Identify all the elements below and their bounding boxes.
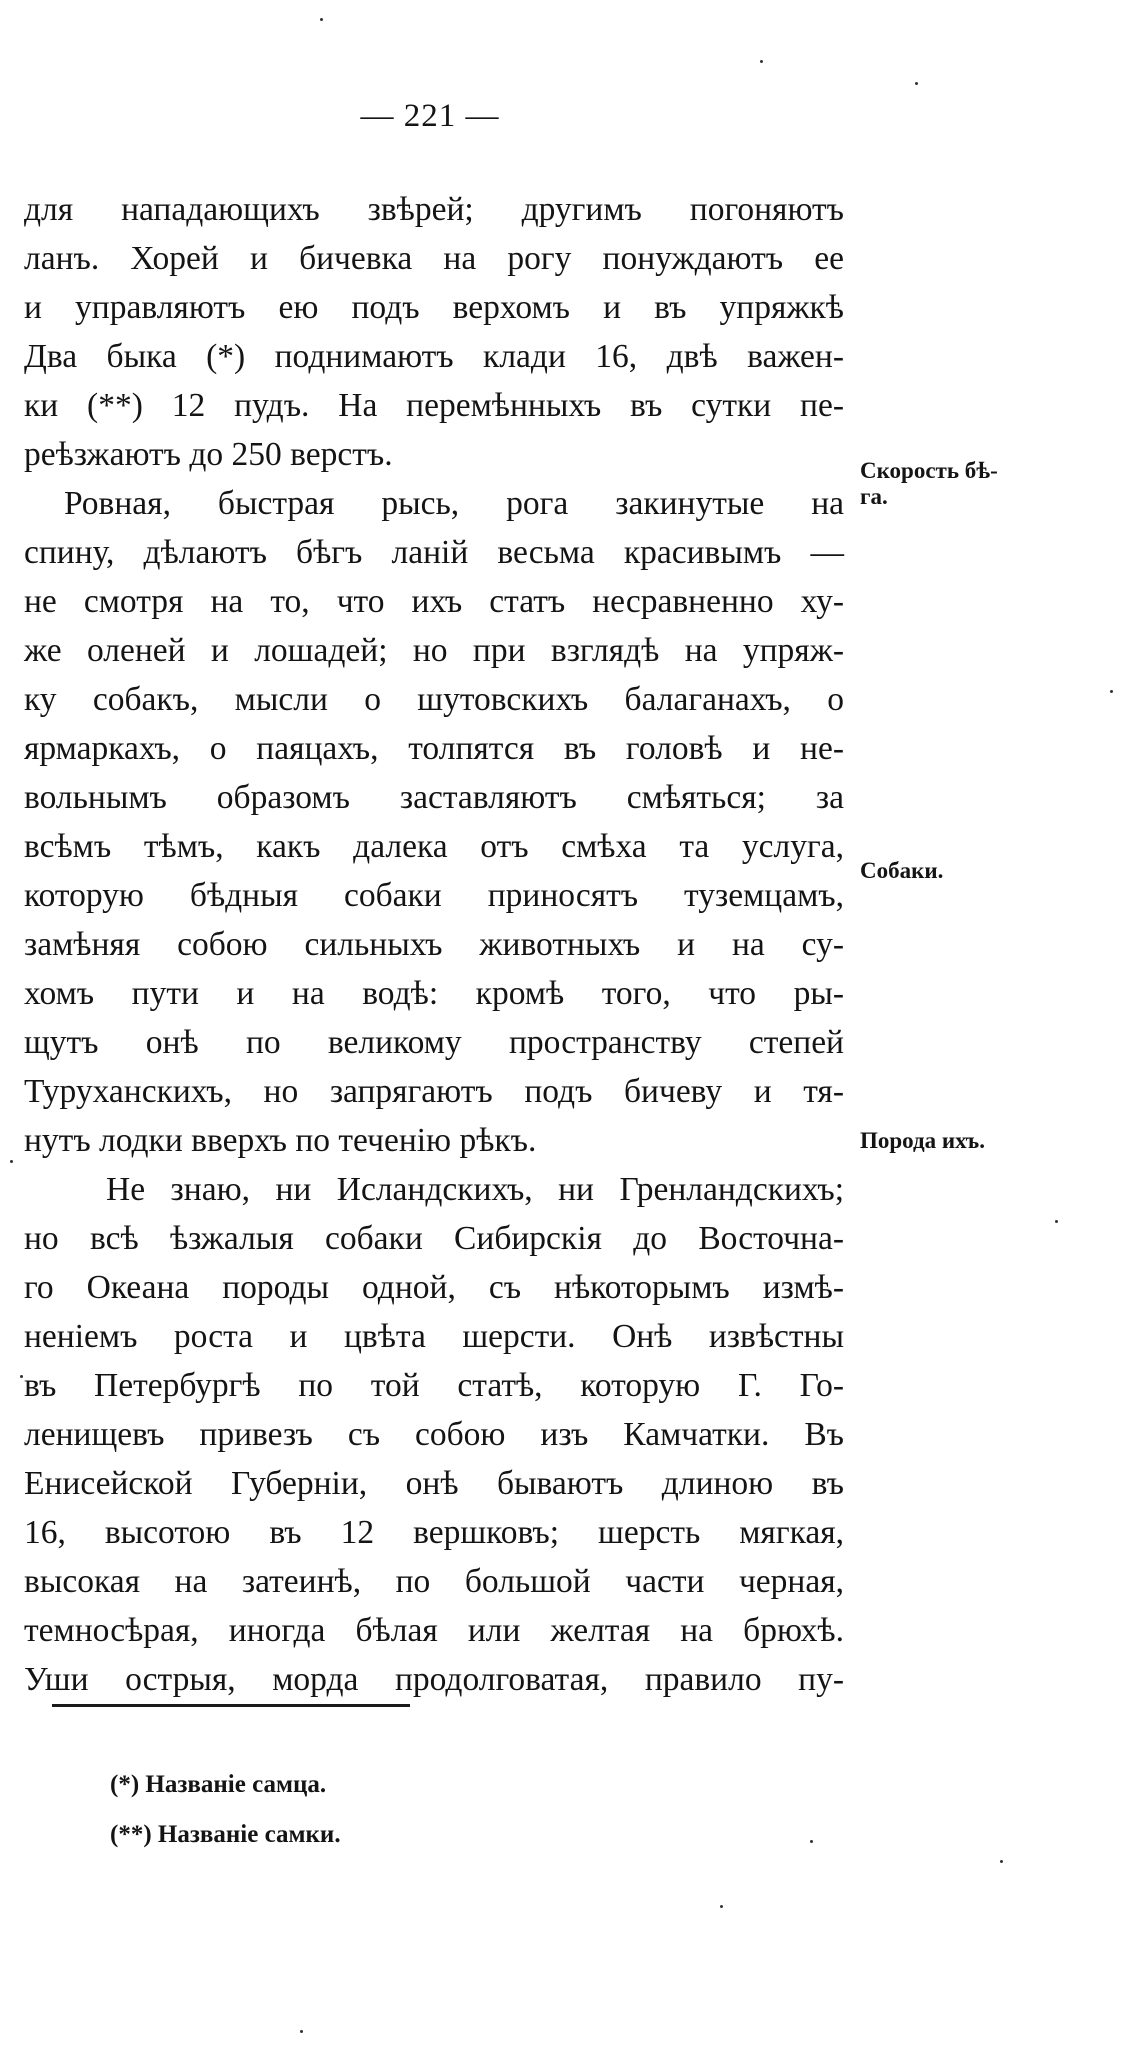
footnote-rule: [52, 1704, 410, 1707]
text-line: не смотря на то, что ихъ статъ несравненно ху-: [24, 583, 844, 620]
text-line: Енисейской Губерніи, онѣ бываютъ длиною въ: [24, 1465, 844, 1502]
print-speck: [10, 1160, 13, 1163]
margin-note-breed: Порода ихъ.: [860, 1128, 985, 1153]
text-line: всѣмъ тѣмъ, какъ далека отъ смѣха та услуга,: [24, 828, 844, 865]
print-speck: [1000, 1860, 1003, 1863]
text-line: и управляютъ ею подъ верхомъ и въ упряжкѣ: [24, 289, 844, 326]
text-line: щутъ онѣ по великому пространству степей: [24, 1024, 844, 1061]
text-line: го Океана породы одной, съ нѣкоторымъ измѣ-: [24, 1269, 844, 1306]
text-line: Уши острыя, морда продолговатая, правило пу-: [24, 1661, 844, 1698]
text-line: спину, дѣлаютъ бѣгъ ланій весьма красивымъ —: [24, 534, 844, 571]
text-line: темносѣрая, иногда бѣлая или желтая на брюхѣ.: [24, 1612, 844, 1649]
print-speck: [300, 2030, 303, 2033]
page-number: — 221 —: [360, 98, 500, 134]
text-line: 16, высотою въ 12 вершковъ; шерсть мягкая,: [24, 1514, 844, 1551]
footnote-male: (*) Названіе самца.: [110, 1771, 327, 1798]
text-line: ленищевъ привезъ съ собою изъ Камчатки. Въ: [24, 1416, 844, 1453]
text-line: ярмаркахъ, о паяцахъ, толпятся въ головѣ и не-: [24, 730, 844, 767]
text-line: которую бѣдныя собаки приносятъ туземцамъ,: [24, 877, 844, 914]
print-speck: [1055, 1220, 1058, 1223]
text-line: ки (**) 12 пудъ. На перемѣнныхъ въ сутки пе-: [24, 387, 844, 424]
text-line: Два быка (*) поднимаютъ клади 16, двѣ важен-: [24, 338, 844, 375]
text-line: Не знаю, ни Исландскихъ, ни Гренландскихъ;: [106, 1171, 844, 1208]
text-line: вольнымъ образомъ заставляютъ смѣяться; за: [24, 779, 844, 816]
text-line: реѣзжаютъ до 250 верстъ.: [24, 436, 393, 473]
print-speck: [720, 1905, 723, 1908]
text-line: же оленей и лошадей; но при взглядѣ на упряж-: [24, 632, 844, 669]
text-line: для нападающихъ звѣрей; другимъ погоняютъ: [24, 191, 844, 228]
text-line: ланъ. Хорей и бичевка на рогу понуждаютъ ее: [24, 240, 844, 277]
footnote-female: (**) Названіе самки.: [110, 1821, 341, 1848]
print-speck: [760, 60, 763, 63]
text-line: замѣняя собою сильныхъ животныхъ и на су-: [24, 926, 844, 963]
print-speck: [20, 1375, 23, 1378]
text-line: нутъ лодки вверхъ по теченію рѣкъ.: [24, 1122, 537, 1159]
text-line: въ Петербургѣ по той статѣ, которую Г. Го-: [24, 1367, 844, 1404]
text-line: ку собакъ, мысли о шутовскихъ балаганахъ, о: [24, 681, 844, 718]
footnotes: [110, 1760, 341, 1860]
print-speck: [320, 18, 323, 21]
print-speck: [915, 82, 918, 85]
print-speck: [810, 1840, 813, 1843]
margin-note-speed: Скорость бѣ-: [860, 458, 998, 483]
margin-note-speed-cont: га.: [860, 484, 888, 509]
margin-note-dogs: Собаки.: [860, 858, 944, 883]
body-text: [24, 185, 844, 1704]
print-speck: [1110, 690, 1113, 693]
text-line: Туруханскихъ, но запрягаютъ подъ бичеву и тя-: [24, 1073, 844, 1110]
text-line: но всѣ ѣзжалыя собаки Сибирскія до Восточна-: [24, 1220, 844, 1257]
text-line: Ровная, быстрая рысь, рога закинутые на: [64, 485, 844, 522]
text-line: высокая на затеинѣ, по большой части черная,: [24, 1563, 844, 1600]
text-line: хомъ пути и на водѣ: кромѣ того, что ры-: [24, 975, 844, 1012]
text-line: неніемъ роста и цвѣта шерсти. Онѣ извѣстны: [24, 1318, 844, 1355]
